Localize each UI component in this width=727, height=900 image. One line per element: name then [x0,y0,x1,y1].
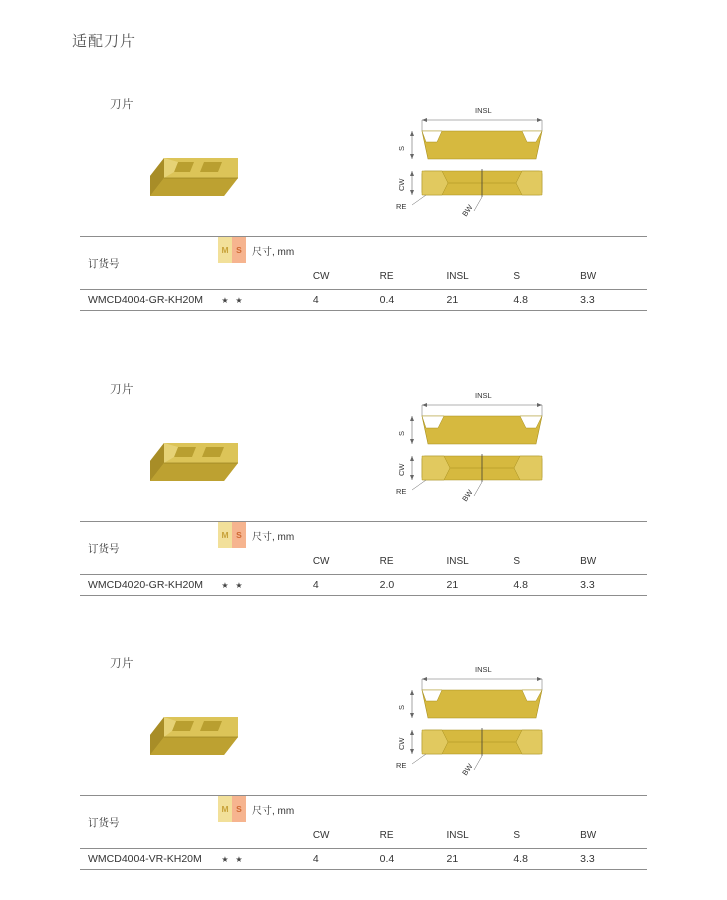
m-spacer [218,548,232,575]
cell-s-value: 4.8 [513,575,580,596]
cell-spacer [246,290,313,311]
dimension-header: 尺寸, mm [246,796,647,823]
col-header-s: S [513,829,520,841]
label-cw: CW [397,463,406,476]
label-bw: BW [460,488,475,504]
block-label: 刀片 [110,99,134,111]
dimension-header: 尺寸, mm [246,522,647,549]
label-cw: CW [397,178,406,191]
col-header-re: RE [379,555,394,567]
cell-s: ★ [232,575,246,596]
order-no-header: 订货号 [80,796,218,849]
label-s: S [397,430,406,436]
label-insl: INSL [475,106,492,115]
s-header: S [232,237,246,264]
table-row[interactable] [80,575,647,596]
insert-technical-drawing [390,386,590,504]
label-bw: BW [460,762,475,778]
label-insl: INSL [475,391,492,400]
cell-re: 0.4 [380,290,447,311]
cell-re: 2.0 [380,575,447,596]
col-header-s: S [513,270,520,282]
label-re: RE [396,761,407,770]
label-s: S [397,704,406,710]
insert-technical-drawing [390,101,590,219]
cell-s-value: 4.8 [513,290,580,311]
s-spacer [232,822,246,849]
cell-insl: 21 [446,849,513,870]
order-no-header: 订货号 [80,237,218,290]
label-re: RE [396,202,407,211]
table-header-row [80,237,647,264]
label-cw: CW [397,737,406,750]
cell-bw: 3.3 [580,575,647,596]
label-bw: BW [460,203,475,219]
col-header-cw: CW [312,829,330,841]
s-spacer [232,263,246,290]
table-header-row [80,796,647,823]
cell-order-no: WMCD4004-GR-KH20M [80,290,218,311]
cell-m: ★ [218,849,232,870]
cell-bw: 3.3 [580,849,647,870]
dim-spacer [246,548,313,575]
m-spacer [218,263,232,290]
cell-cw: 4 [313,849,380,870]
block-label: 刀片 [110,658,134,670]
table-header-row [80,522,647,549]
insert-technical-drawing [390,660,590,778]
cell-s-value: 4.8 [513,849,580,870]
table-row[interactable] [80,849,647,870]
spec-table [80,521,647,596]
cell-m: ★ [218,575,232,596]
cell-spacer [246,849,313,870]
cell-s: ★ [232,849,246,870]
dim-spacer [246,822,313,849]
cell-bw: 3.3 [580,290,647,311]
insert-photo [130,126,250,206]
insert-photo [130,685,250,765]
insert-photo [130,411,250,491]
table-row[interactable] [80,290,647,311]
col-header-s: S [513,555,520,567]
m-header: M [218,522,232,549]
col-header-cw: CW [312,555,330,567]
col-header-bw: BW [580,270,597,282]
col-header-bw: BW [580,555,597,567]
cell-cw: 4 [313,575,380,596]
col-header-re: RE [379,270,394,282]
cell-order-no: WMCD4004-VR-KH20M [80,849,218,870]
block-label: 刀片 [110,384,134,396]
col-header-cw: CW [312,270,330,282]
cell-s: ★ [232,290,246,311]
cell-insl: 21 [446,575,513,596]
s-header: S [232,522,246,549]
cell-insl: 21 [446,290,513,311]
spec-table [80,795,647,870]
m-spacer [218,822,232,849]
cell-order-no: WMCD4020-GR-KH20M [80,575,218,596]
col-header-insl: INSL [446,555,469,567]
col-header-re: RE [379,829,394,841]
cell-m: ★ [218,290,232,311]
cell-spacer [246,575,313,596]
col-header-insl: INSL [446,270,469,282]
s-header: S [232,796,246,823]
order-no-header: 订货号 [80,522,218,575]
dimension-header: 尺寸, mm [246,237,647,264]
m-header: M [218,796,232,823]
m-header: M [218,237,232,264]
dim-spacer [246,263,313,290]
col-header-bw: BW [580,829,597,841]
spec-table [80,236,647,311]
s-spacer [232,548,246,575]
label-s: S [397,145,406,151]
label-re: RE [396,487,407,496]
cell-cw: 4 [313,290,380,311]
cell-re: 0.4 [380,849,447,870]
label-insl: INSL [475,665,492,674]
page-title: 适配刀片 [72,33,137,50]
col-header-insl: INSL [446,829,469,841]
